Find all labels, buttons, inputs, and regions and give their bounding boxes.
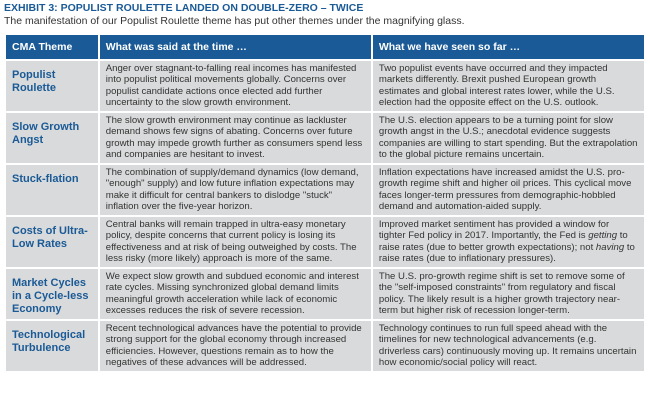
seen-emphasis-having: having (595, 241, 625, 253)
theme-cell: Slow Growth Angst (6, 113, 98, 163)
said-cell: Central banks will remain trapped in ultra-easy monetary policy, despite concerns that current policy is losing its effectiveness and at risk of being outweighed by costs. The less risky (more likely) approach is more of the same. (100, 217, 371, 267)
table-row (6, 269, 644, 319)
said-cell: We expect slow growth and subdued economic and interest rate cycles. Missing synchronized global demand limits meaningful growth acceleration while lack of economic excesses reduces the risk of severe recession. (100, 269, 371, 319)
header-seen-so-far: What we have seen so far … (373, 35, 644, 59)
theme-cell: Technological Turbulence (6, 321, 98, 371)
theme-cell: Stuck-flation (6, 165, 98, 215)
seen-cell: Technology continues to run full speed ahead with the timelines for new technological advancements (e.g. driverless cars) continuously moving up. It remains uncertain how economic/social policy will react. (373, 321, 644, 371)
said-cell: The combination of supply/demand dynamics (low demand, "enough" supply) and low future inflation expectations may make it difficult for central bankers to dislodge "stuck" inflation over the five-year horizon. (100, 165, 371, 215)
seen-cell: The U.S. election appears to be a turning point for slow growth angst in the U.S.; anecdotal evidence suggests companies are willing to start spending. But the extrapolation to the global picture remains uncertain. (373, 113, 644, 163)
seen-cell: Inflation expectations have increased amidst the U.S. pro-growth regime shift and higher oil prices. This cyclical move faces longer-term pressures from demographic-hobbled demand and automation-aided supply. (373, 165, 644, 215)
header-cma-theme: CMA Theme (6, 35, 98, 59)
header-said-at-time: What was said at the time … (100, 35, 371, 59)
seen-cell (373, 217, 644, 267)
said-cell: The slow growth environment may continue as lackluster demand shows few signs of abating. Concerns over future growth may impede growth further as consumers spend less and companies are hesitant to invest. (100, 113, 371, 163)
table-row (6, 113, 644, 163)
seen-emphasis-getting: getting (588, 230, 618, 242)
table-row (6, 217, 644, 267)
table-row (6, 61, 644, 111)
exhibit-subtitle: The manifestation of our Populist Roulette theme has put other themes under the magnifying glass. (4, 15, 465, 27)
theme-cell: Populist Roulette (6, 61, 98, 111)
said-cell: Recent technological advances have the potential to provide strong support for the global economy through increased efficiencies. However, questions remain as to how the negatives of these advances will be addressed. (100, 321, 371, 371)
seen-text-part: Improved market sentiment has provided a window for tighter Fed policy in 2017. Importantly, the Fed is (378, 219, 610, 242)
theme-cell: Costs of Ultra-Low Rates (6, 217, 98, 267)
exhibit-title: EXHIBIT 3: POPULIST ROULETTE LANDED ON DOUBLE-ZERO – TWICE (4, 2, 364, 14)
cma-theme-table (4, 33, 646, 373)
seen-text-part: to raise rates (due to inflationary pressures). (378, 241, 635, 265)
table-row (6, 321, 644, 371)
seen-cell: The U.S. pro-growth regime shift is set to remove some of the "self-imposed constraints" from regulatory and fiscal policy. The likely result is a higher growth trajectory near-term but higher risk of recession longer-term. (373, 269, 644, 319)
theme-cell: Market Cycles in a Cycle-less Economy (6, 269, 98, 319)
said-cell: Anger over stagnant-to-falling real incomes has manifested into populist political movements globally. Concerns over populist candidate actions once elected add further uncertainty to the slow growth environment. (100, 61, 371, 111)
table-row (6, 165, 644, 215)
seen-text-part: to raise rates (due to better growth expectations); not (378, 230, 628, 253)
seen-cell: Two populist events have occurred and they impacted markets differently. Brexit pushed European growth estimates and global interest rates lower, while the U.S. election had the opposite effect on the U.S. outlook. (373, 61, 644, 111)
table-header-row (6, 35, 644, 59)
